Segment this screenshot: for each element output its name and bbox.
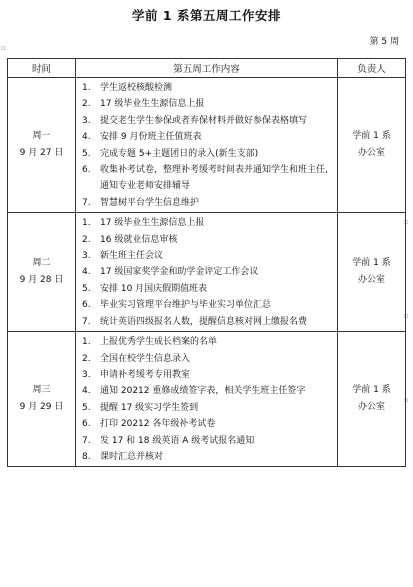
task-number: 3. [82, 251, 91, 262]
day-cell [8, 78, 76, 213]
task-number: 4. [82, 267, 91, 278]
task-number: 6. [82, 165, 91, 176]
task-item [80, 433, 333, 449]
day-name: 周三 [32, 385, 51, 396]
table-row [8, 332, 406, 467]
header-time: 时间 [8, 59, 76, 78]
task-number: 3. [82, 115, 91, 126]
task-number: 7. [82, 435, 91, 446]
task-item [80, 80, 333, 96]
task-number: 2. [82, 234, 91, 245]
task-text: 统计英语四级报名人数，提醒信息核对网上缴报名费 [100, 316, 308, 327]
row-edge-mark-icon: ▫ [404, 218, 409, 226]
task-text: 通知 20212 重修成绩签字表，相关学生班主任签字 [100, 386, 306, 397]
task-text: 全国在校学生信息录入 [100, 353, 191, 364]
table-move-handle-icon[interactable]: ▫ [1, 44, 6, 52]
owner-line: 办公室 [357, 275, 385, 286]
header-content: 第五周工作内容 [76, 59, 338, 78]
task-number: 8. [82, 451, 91, 462]
task-text: 17 级毕业生生源信息上报 [100, 218, 205, 229]
task-item [80, 248, 333, 264]
task-number: 7. [82, 197, 91, 208]
table-row [8, 78, 406, 213]
task-item [80, 400, 333, 416]
owner-line: 学前 1 系 [352, 131, 391, 142]
task-item [80, 129, 333, 145]
task-item [80, 96, 333, 112]
day-date: 9 月 27 日 [19, 148, 64, 159]
tasks-cell [76, 78, 338, 213]
header-owner: 负责人 [338, 59, 406, 78]
task-text: 17 级毕业生生源信息上报 [100, 99, 205, 110]
task-item [80, 215, 333, 231]
owner-cell [338, 332, 406, 467]
task-text: 申请补考缓考专用教室 [100, 369, 191, 380]
owner-line: 办公室 [357, 402, 385, 413]
owner-line: 办公室 [357, 148, 385, 159]
task-text: 课时汇总并核对 [100, 451, 164, 462]
task-item [80, 314, 333, 330]
task-text: 安排 9 月份班主任值班表 [100, 132, 202, 143]
task-text: 提交老生学生参保或者弃保材料并做好参保表格填写 [100, 115, 308, 126]
task-text: 完成专题 5+主题团日的录入(新生支部) [100, 148, 259, 159]
day-name: 周一 [32, 131, 51, 142]
task-number: 6. [82, 300, 91, 311]
task-item [80, 281, 333, 297]
day-date: 9 月 29 日 [19, 402, 64, 413]
task-text: 打印 20212 各年级补考试卷 [100, 419, 216, 430]
task-item [80, 449, 333, 465]
task-number: 2. [82, 353, 91, 364]
task-item [80, 383, 333, 399]
document-title: 学前 1 系第五周工作安排 [132, 8, 281, 23]
task-item [80, 264, 333, 280]
task-text: 毕业实习管理平台维护与毕业实习单位汇总 [100, 300, 272, 311]
task-number: 1. [82, 83, 91, 93]
task-number: 6. [82, 419, 91, 430]
task-item [80, 351, 333, 367]
day-cell [8, 213, 76, 332]
row-edge-mark-icon: ▫ [404, 396, 409, 404]
task-number: 5. [82, 148, 91, 159]
table-row [8, 213, 406, 332]
task-text: 智慧树平台学生信息维护 [100, 197, 200, 208]
task-text: 上报优秀学生成长档案的名单 [100, 337, 218, 348]
task-item [80, 416, 333, 432]
task-number: 4. [82, 386, 91, 397]
task-text: 安排 10 月国庆假期值班表 [100, 283, 208, 294]
task-text: 收集补考试卷，整理补考缓考时间表并通知学生和班主任,通知专业老师安排辅导 [100, 165, 328, 192]
task-number: 7. [82, 316, 91, 327]
task-item [80, 297, 333, 313]
task-text: 16 级就业信息审核 [100, 234, 178, 245]
task-item [80, 232, 333, 248]
task-item [80, 334, 333, 350]
task-item [80, 195, 333, 211]
task-text: 学生返校核酸检测 [100, 83, 173, 93]
task-text: 提醒 17 级实习学生签到 [100, 402, 199, 413]
owner-cell [338, 213, 406, 332]
task-number: 5. [82, 283, 91, 294]
schedule-table [7, 58, 406, 467]
day-date: 9 月 28 日 [19, 275, 64, 286]
task-text: 17 级国家奖学金和助学金评定工作会议 [100, 267, 259, 278]
owner-line: 学前 1 系 [352, 258, 391, 269]
day-name: 周二 [32, 258, 51, 269]
week-label: 第 5 周 [369, 37, 399, 47]
day-cell [8, 332, 76, 467]
task-text: 新生班主任会议 [100, 251, 164, 262]
task-item [80, 113, 333, 129]
task-number: 1. [82, 218, 91, 229]
task-item [80, 146, 333, 162]
task-text: 发 17 和 18 级英语 A 级考试报名通知 [100, 435, 255, 446]
header-row [8, 59, 406, 78]
owner-cell [338, 78, 406, 213]
task-number: 5. [82, 402, 91, 413]
task-number: 4. [82, 132, 91, 143]
tasks-cell [76, 213, 338, 332]
row-edge-mark-icon: ▫ [404, 312, 409, 320]
tasks-cell [76, 332, 338, 467]
task-item [80, 162, 333, 195]
task-number: 3. [82, 369, 91, 380]
owner-line: 学前 1 系 [352, 385, 391, 396]
task-number: 2. [82, 99, 91, 110]
task-item [80, 367, 333, 383]
task-number: 1. [82, 337, 91, 348]
